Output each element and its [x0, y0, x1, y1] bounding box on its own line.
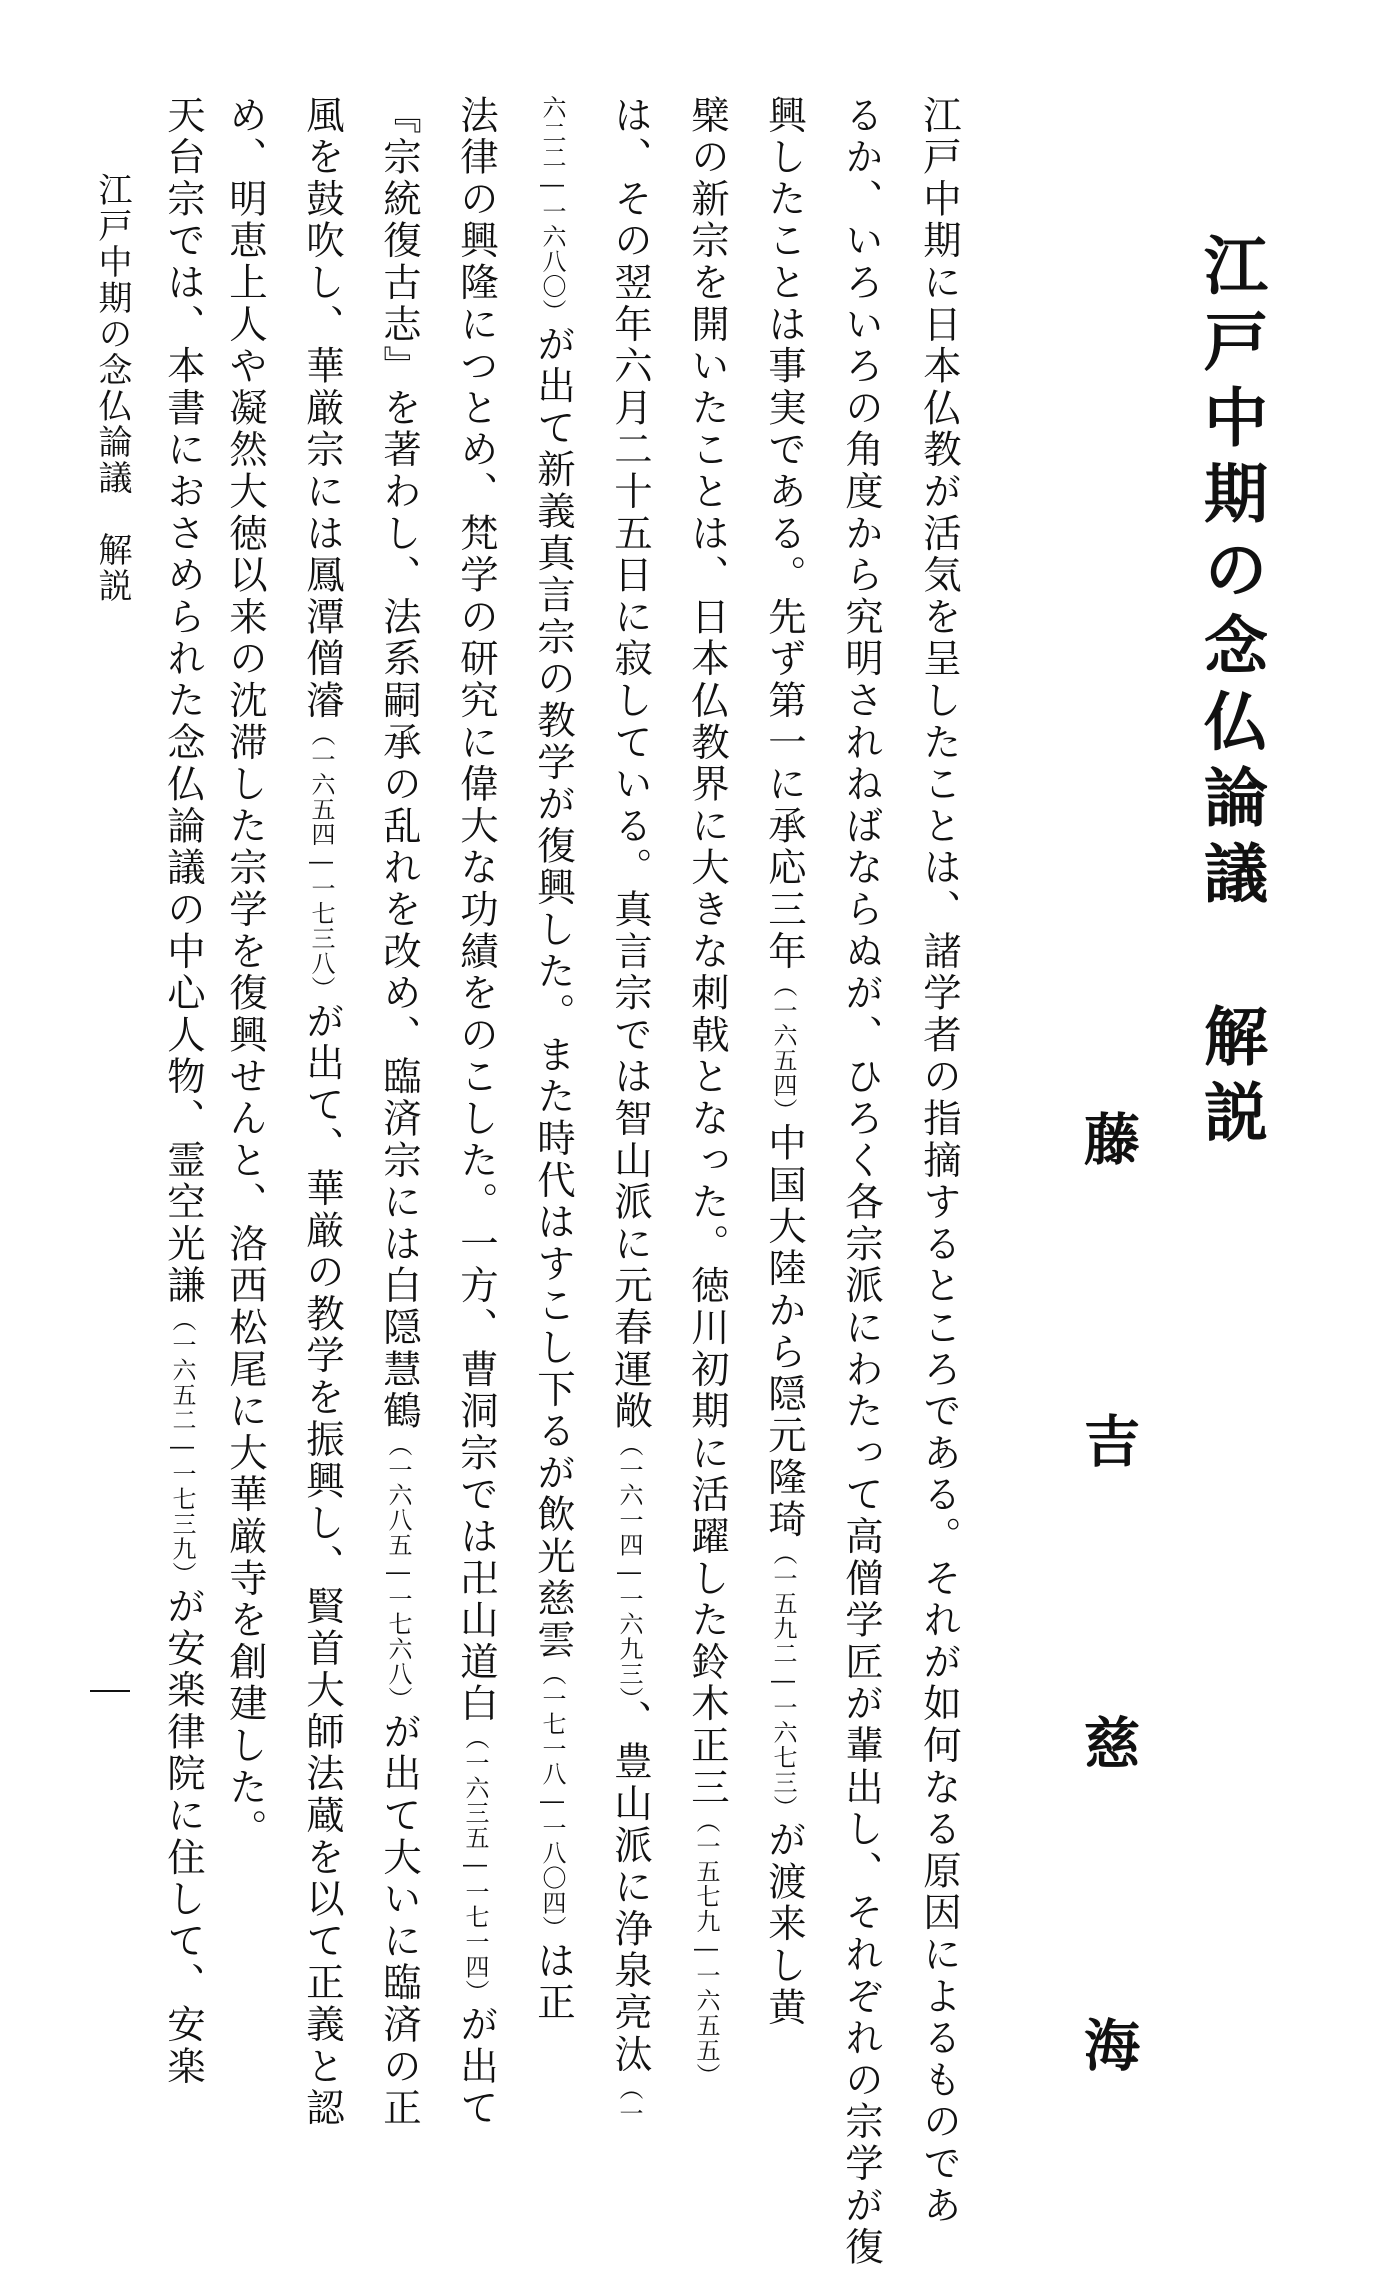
body-line	[299, 95, 343, 2130]
text-run: 興したことは事実である。先ず第一に承応三年	[761, 95, 806, 973]
text-run: 、豊山派に浄泉亮汰	[607, 1699, 652, 2076]
text-run: が安楽律院に住して、安楽	[160, 1586, 205, 2088]
body-line	[607, 95, 651, 2126]
text-run: 天台宗では、本書におさめられた念仏論議の中心人物、霊空光謙	[160, 95, 205, 1308]
text-run: 法律の興隆につとめ、梵学の研究に偉大な功績をのこした。一方、曹洞宗では卍山道白	[453, 95, 498, 1726]
date-annotation: 六二二―一六八〇）	[538, 95, 566, 324]
date-annotation: （一六五四―一七三八）	[307, 722, 335, 1001]
date-annotation: （一六一四―一六九三）	[615, 1432, 643, 1700]
page-title: 江戸中期の念仏論議 解説	[1193, 232, 1268, 1155]
body-line	[376, 95, 420, 2130]
page-number-mark	[90, 1690, 130, 1692]
running-head: 江戸中期の念仏論議 解説	[92, 172, 132, 604]
text-run: は正	[530, 1940, 575, 2025]
date-annotation: （一五七九―一六五五）	[692, 1808, 720, 2088]
body-line	[453, 95, 497, 2130]
date-annotation: （一六三五―一七一四）	[461, 1725, 489, 2005]
text-run: が出て	[453, 2004, 498, 2130]
text-run: るか、いろいろの角度から究明されねばならぬが、ひろく各宗派にわたって高僧学匠が輩出し、それぞれの宗学が復	[838, 95, 883, 2269]
text-run: 中国大陸から隠元隆琦	[761, 1122, 806, 1541]
text-run: が出て、華厳の教学を振興し、賢首大師法蔵を以て正義と認	[299, 1001, 344, 2130]
body-line	[222, 95, 266, 1851]
date-annotation: （一	[615, 2075, 643, 2126]
date-annotation: （一六五二―一七三九）	[168, 1307, 196, 1587]
text-run: は、その翌年六月二十五日に寂している。真言宗では智山派に元春運敞	[607, 95, 652, 1433]
body-line	[160, 95, 204, 2088]
body-line	[530, 95, 574, 2024]
date-annotation: （一六五四）	[769, 972, 797, 1123]
body-line	[684, 95, 728, 2088]
text-run: 風を鼓吹し、華厳宗には鳳潭僧濬	[299, 95, 344, 722]
date-annotation: （一六八五―一七六八）	[384, 1432, 412, 1712]
author-name: 藤 吉 慈 海	[1075, 1110, 1141, 2162]
body-line	[916, 95, 960, 2227]
text-run: が出て新義真言宗の教学が復興した。また時代はすこし下るが飲光慈雲	[530, 324, 575, 1662]
body-line	[838, 95, 882, 2269]
text-run: 江戸中期に日本仏教が活気を呈したことは、諸学者の指摘するところである。それが如何なる原因によるものであ	[916, 95, 961, 2227]
body-line	[761, 95, 805, 2029]
text-run: が出て大いに臨済の正	[376, 1711, 421, 2130]
text-run: 檗の新宗を開いたことは、日本仏教界に大きな刺戟となった。徳川初期に活躍した鈴木正三	[684, 95, 729, 1809]
date-annotation: （一七一八―一八〇四）	[538, 1661, 566, 1941]
date-annotation: （一五九二―一六七三）	[769, 1540, 797, 1820]
text-run: め、明恵上人や凝然大徳以来の沈滞した宗学を復興せんと、洛西松尾に大華厳寺を創建した。	[222, 95, 267, 1851]
text-run: が渡来し黄	[761, 1819, 806, 2029]
text-run: 『宗統復古志』を著わし、法系嗣承の乱れを改め、臨済宗には白隠慧鶴	[376, 95, 421, 1433]
